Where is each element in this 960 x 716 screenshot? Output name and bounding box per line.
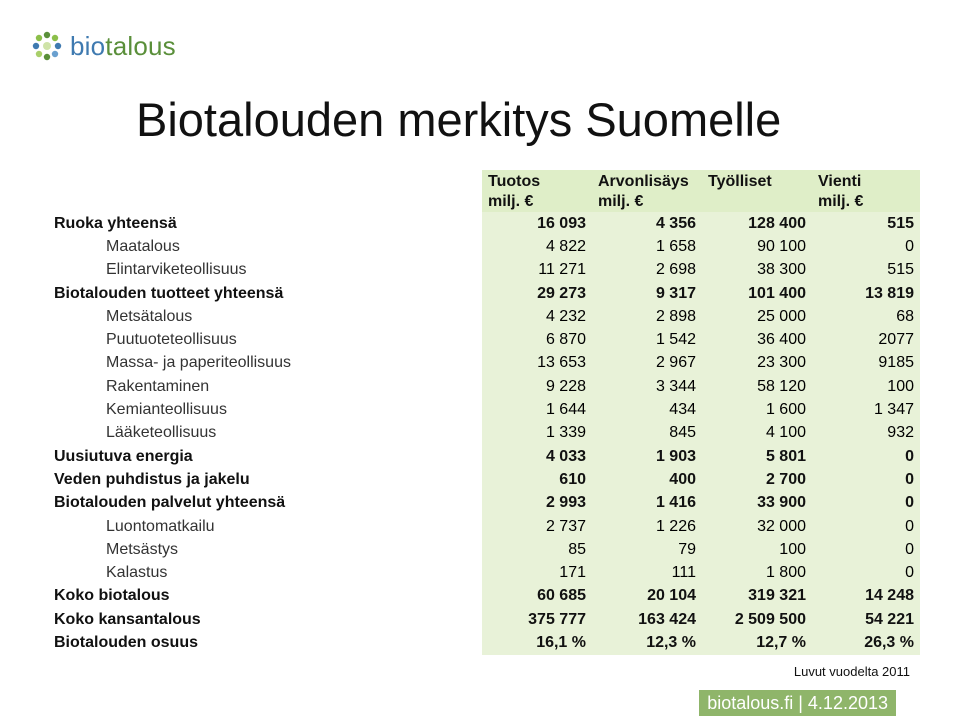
header-empty-cell <box>48 170 482 191</box>
row-label: Lääketeollisuus <box>106 424 217 442</box>
table-cell: 100 <box>812 375 920 398</box>
table-cell: 9 228 <box>482 375 592 398</box>
table-cell: 16,1 % <box>482 631 592 654</box>
table-row <box>48 212 920 235</box>
table-cell: 1 542 <box>592 328 702 351</box>
footnote: Luvut vuodelta 2011 <box>793 664 910 679</box>
table-cell: 38 300 <box>702 259 812 282</box>
table-cell: 29 273 <box>482 282 592 305</box>
table-cell: 9185 <box>812 352 920 375</box>
table-cell: 26,3 % <box>812 631 920 654</box>
table-body <box>48 212 920 655</box>
flower-logo-icon <box>30 29 64 63</box>
logo-text-suffix: talous <box>105 30 176 61</box>
column-unit-tuotos: milj. € <box>482 191 592 212</box>
table-cell: 2 898 <box>592 305 702 328</box>
column-header-vienti: Vienti <box>812 170 920 191</box>
row-label: Biotalouden palvelut yhteensä <box>54 494 286 512</box>
row-label: Puutuoteteollisuus <box>106 331 237 349</box>
table-cell: 3 344 <box>592 375 702 398</box>
table-cell: 100 <box>702 538 812 561</box>
table-cell: 16 093 <box>482 212 592 235</box>
table-cell: 2 509 500 <box>702 608 812 631</box>
table-cell: 23 300 <box>702 352 812 375</box>
table-cell: 11 271 <box>482 259 592 282</box>
table-cell: 845 <box>592 422 702 445</box>
header-empty-cell <box>48 191 482 212</box>
row-label: Metsätalous <box>106 307 193 325</box>
table-row <box>48 445 920 468</box>
table-cell: 54 221 <box>812 608 920 631</box>
logo-text-prefix: bio <box>70 30 106 61</box>
bioeconomy-table <box>48 170 920 655</box>
table-row <box>48 398 920 421</box>
table-cell: 85 <box>482 538 592 561</box>
table-cell: 2 737 <box>482 515 592 538</box>
table-cell: 1 644 <box>482 398 592 421</box>
table-cell: 515 <box>812 212 920 235</box>
table-cell: 12,7 % <box>702 631 812 654</box>
table-cell: 90 100 <box>702 235 812 258</box>
table-cell: 319 321 <box>702 585 812 608</box>
table-header-row-2 <box>48 191 920 212</box>
table-cell: 2077 <box>812 328 920 351</box>
table-cell: 13 819 <box>812 282 920 305</box>
row-label: Biotalouden osuus <box>54 633 198 651</box>
footer <box>0 690 960 716</box>
table-cell: 4 232 <box>482 305 592 328</box>
row-label: Elintarviketeollisuus <box>106 261 247 279</box>
table-cell: 0 <box>812 515 920 538</box>
table-cell: 4 822 <box>482 235 592 258</box>
table-cell: 1 226 <box>592 515 702 538</box>
table-cell: 9 317 <box>592 282 702 305</box>
table-cell: 932 <box>812 422 920 445</box>
table-cell: 375 777 <box>482 608 592 631</box>
column-header-tyolliset: Työlliset <box>702 170 812 191</box>
table-row <box>48 515 920 538</box>
table-cell: 1 347 <box>812 398 920 421</box>
table-cell: 68 <box>812 305 920 328</box>
column-header-arvonlisays: Arvonlisäys <box>592 170 702 191</box>
table-cell: 1 600 <box>702 398 812 421</box>
table-cell: 2 993 <box>482 492 592 515</box>
table-cell: 0 <box>812 235 920 258</box>
row-label: Biotalouden tuotteet yhteensä <box>54 284 284 302</box>
table-row <box>48 422 920 445</box>
column-header-tuotos: Tuotos <box>482 170 592 191</box>
row-label: Koko kansantalous <box>54 610 201 628</box>
table-row <box>48 492 920 515</box>
table-row <box>48 305 920 328</box>
table-cell: 12,3 % <box>592 631 702 654</box>
table-cell: 4 100 <box>702 422 812 445</box>
table-cell: 0 <box>812 445 920 468</box>
table-row <box>48 352 920 375</box>
row-label: Rakentaminen <box>106 377 210 395</box>
table-cell: 0 <box>812 561 920 584</box>
table-cell: 14 248 <box>812 585 920 608</box>
biotalous-logo <box>30 28 176 64</box>
footer-text: biotalous.fi | 4.12.2013 <box>699 690 896 716</box>
row-label: Veden puhdistus ja jakelu <box>54 470 250 488</box>
table-row <box>48 585 920 608</box>
table-cell: 171 <box>482 561 592 584</box>
table-cell: 128 400 <box>702 212 812 235</box>
logo-text <box>70 31 176 62</box>
table-cell: 515 <box>812 259 920 282</box>
row-label: Kalastus <box>106 564 168 582</box>
table-cell: 1 416 <box>592 492 702 515</box>
row-label: Uusiutuva energia <box>54 447 193 465</box>
table-header-row-1 <box>48 170 920 191</box>
table-cell: 79 <box>592 538 702 561</box>
row-label: Kemianteollisuus <box>106 401 227 419</box>
table-cell: 4 033 <box>482 445 592 468</box>
table-cell: 1 800 <box>702 561 812 584</box>
table-cell: 163 424 <box>592 608 702 631</box>
table-cell: 2 967 <box>592 352 702 375</box>
table-cell: 6 870 <box>482 328 592 351</box>
page-title: Biotalouden merkitys Suomelle <box>136 93 782 146</box>
table-row <box>48 328 920 351</box>
table-row <box>48 235 920 258</box>
table-cell: 610 <box>482 468 592 491</box>
table-row <box>48 608 920 631</box>
table-cell: 25 000 <box>702 305 812 328</box>
data-table-container <box>48 170 920 655</box>
table-row <box>48 375 920 398</box>
table-cell: 60 685 <box>482 585 592 608</box>
row-label: Luontomatkailu <box>106 517 215 535</box>
table-row <box>48 468 920 491</box>
row-label: Maatalous <box>106 237 180 255</box>
table-cell: 2 698 <box>592 259 702 282</box>
table-cell: 5 801 <box>702 445 812 468</box>
table-cell: 0 <box>812 492 920 515</box>
table-row <box>48 259 920 282</box>
table-cell: 13 653 <box>482 352 592 375</box>
table-cell: 1 339 <box>482 422 592 445</box>
column-unit-tyolliset <box>702 191 812 212</box>
table-cell: 4 356 <box>592 212 702 235</box>
table-cell: 400 <box>592 468 702 491</box>
column-unit-arvonlisays: milj. € <box>592 191 702 212</box>
table-row <box>48 538 920 561</box>
table-cell: 434 <box>592 398 702 421</box>
table-cell: 1 658 <box>592 235 702 258</box>
row-label: Massa- ja paperiteollisuus <box>106 354 291 372</box>
table-cell: 101 400 <box>702 282 812 305</box>
table-cell: 36 400 <box>702 328 812 351</box>
table-cell: 0 <box>812 468 920 491</box>
table-cell: 2 700 <box>702 468 812 491</box>
table-cell: 20 104 <box>592 585 702 608</box>
row-label: Ruoka yhteensä <box>54 214 177 232</box>
table-row <box>48 282 920 305</box>
table-cell: 58 120 <box>702 375 812 398</box>
column-unit-vienti: milj. € <box>812 191 920 212</box>
table-cell: 0 <box>812 538 920 561</box>
row-label: Metsästys <box>106 540 179 558</box>
table-cell: 111 <box>592 561 702 584</box>
row-label: Koko biotalous <box>54 587 170 605</box>
table-cell: 33 900 <box>702 492 812 515</box>
table-row <box>48 561 920 584</box>
table-cell: 1 903 <box>592 445 702 468</box>
table-cell: 32 000 <box>702 515 812 538</box>
table-row <box>48 631 920 654</box>
